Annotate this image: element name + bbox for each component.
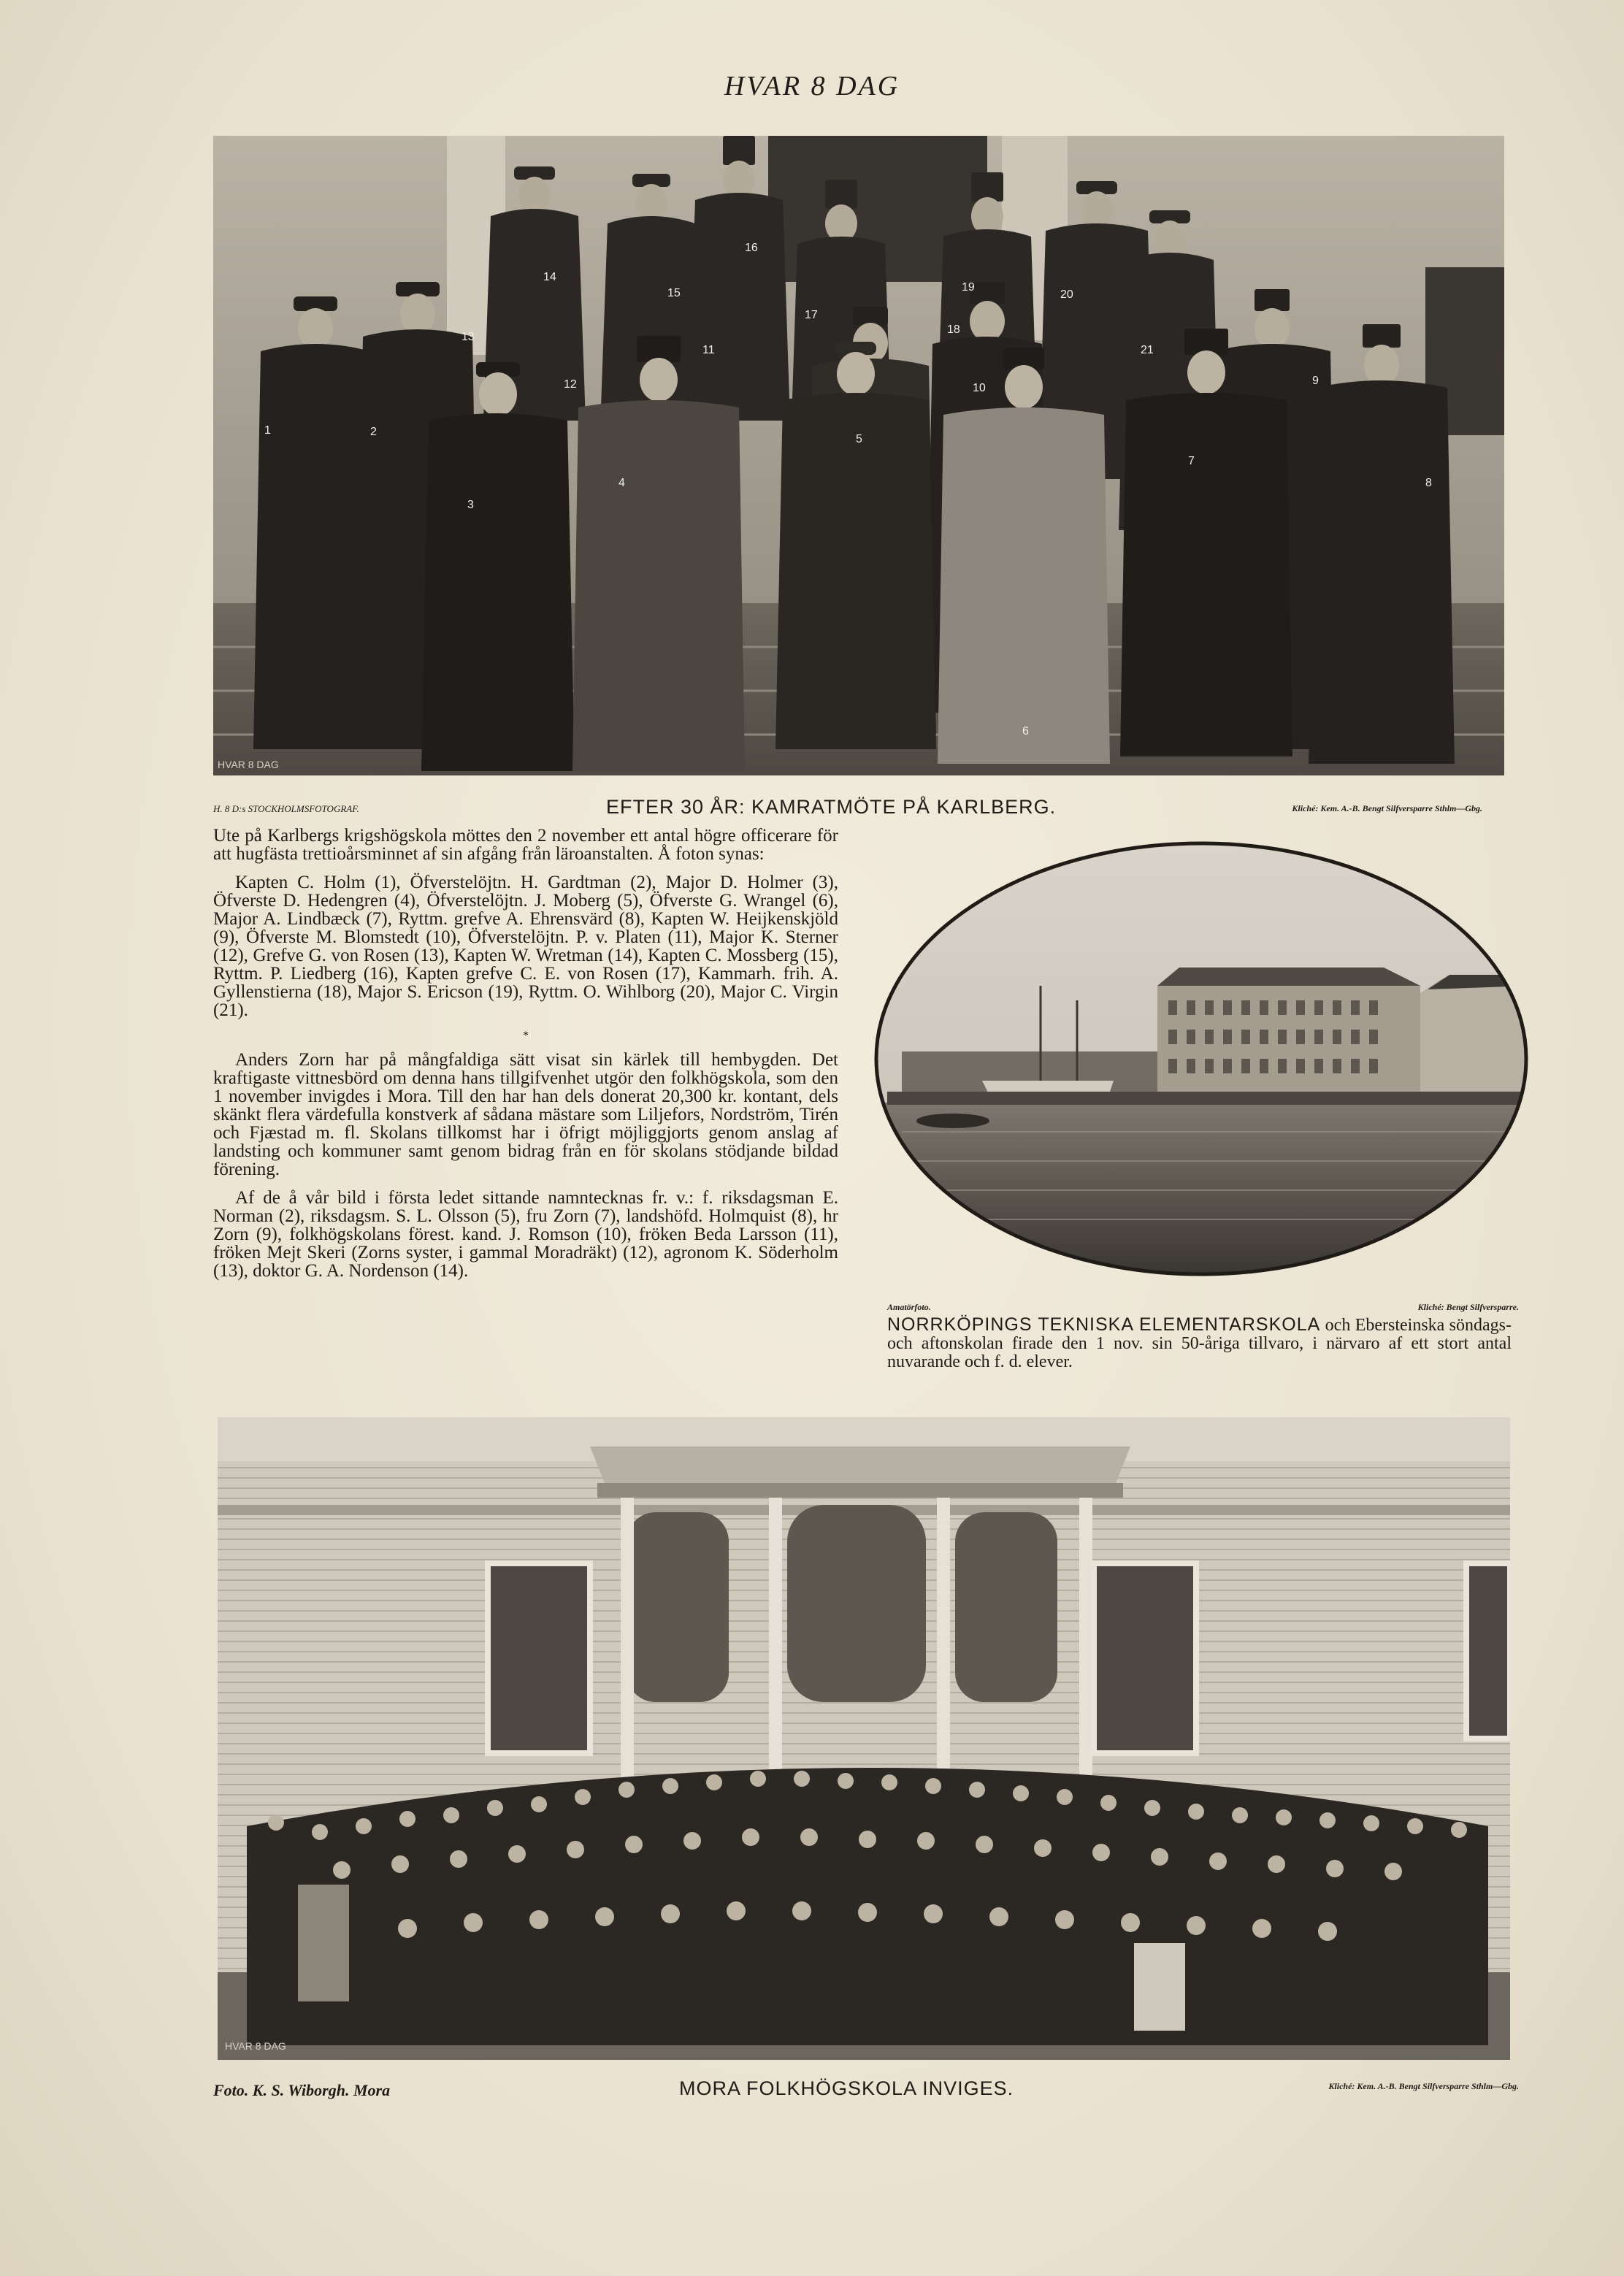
karlberg-photo-title: EFTER 30 ÅR: KAMRATMÖTE PÅ KARLBERG. (606, 796, 1057, 818)
figure-number: 18 (947, 323, 960, 336)
figure-number: 3 (467, 499, 474, 511)
karlberg-photo-credit: H. 8 D:s STOCKHOLMSFOTOGRAF. (213, 803, 359, 814)
figure-number: 1 (264, 424, 271, 437)
figure-number: 2 (370, 426, 377, 438)
figure-number: 4 (618, 477, 625, 489)
karlberg-photo-image (213, 136, 1504, 775)
karlberg-photo (213, 136, 1504, 775)
figure-number: 15 (667, 287, 681, 299)
norrkoping-caption (887, 1316, 1512, 1371)
figure-number: 17 (805, 309, 818, 321)
mora-photo-cliche: Kliché: Kem. A.-B. Bengt Silfversparre Sthlm—Gbg. (1328, 2081, 1519, 2091)
norrkoping-photo-credit: Amatörfoto. (887, 1302, 931, 1312)
photo-watermark: HVAR 8 DAG (225, 2040, 286, 2052)
masthead: HVAR 8 DAG (724, 71, 900, 101)
zorn-article: Anders Zorn har på mångfaldiga sätt visat sin kärlek till hembygden. Det kraftigaste vittnesbörd om denna hans tillgifvenhet utgör den folkhögskola, som den 1 november invigdes i Mora. Till den har han dels donerat 20,300 kr. kontant, dels skänkt flera värdefulla konstverk af sådana mästare som Liljefors, Nordström, Tirén och Fjæstad m. fl. Skolans tillkomst har i öfrigt möjliggjorts genom anslag af landsting och kommuner samt genom bidrag från en för skolans stödjande bildad förening. (213, 1050, 838, 1179)
section-separator: * (523, 1030, 529, 1042)
norrkoping-photo-cliche: Kliché: Bengt Silfversparre. (1417, 1302, 1519, 1312)
norrkoping-photo-image (873, 840, 1530, 1278)
figure-number: 8 (1425, 477, 1432, 489)
norrkoping-oval-photo (873, 840, 1530, 1278)
norrkoping-caption-text: och Ebersteinska söndags- och aftonskolan firade den 1 nov. sin 50-åriga tillvaro, i närvaro af ett stort antal nuvarande och f. d. elever. (887, 1316, 1512, 1371)
figure-number: 10 (973, 382, 986, 394)
figure-number: 20 (1060, 288, 1073, 301)
figure-number: 13 (461, 331, 475, 343)
mora-photo-image (218, 1417, 1510, 2060)
figure-number: 6 (1022, 725, 1029, 737)
zorn-names: Af de å vår bild i första ledet sittande namntecknas fr. v.: f. riksdagsman E. Norman (2), riksdagsm. S. L. Olsson (5), fru Zorn (7), landshöfd. Holmquist (8), hr Zorn (9), folkhögskolans förest. kand. J. Romson (10), fröken Beda Larsson (11), fröken Mejt Skeri (Zorns syster, i gammal Moradräkt) (12), agronom K. Söderholm (13), doktor G. A. Nordenson (14). (213, 1188, 838, 1281)
mora-photo (218, 1417, 1510, 2060)
left-text-column (213, 827, 838, 1290)
figure-number: 5 (856, 433, 862, 445)
figure-number: 14 (543, 271, 556, 283)
figure-number: 9 (1312, 375, 1319, 387)
figure-number: 12 (564, 378, 577, 391)
figure-number: 19 (962, 281, 975, 294)
crowd (247, 1768, 1488, 2045)
figure-number: 11 (702, 344, 715, 356)
karlberg-intro: Ute på Karlbergs krigshögskola möttes den 2 november ett antal högre officerare för att hugfästa trettioårsminnet af sin afgång från läroanstalten. Å foton synas: (213, 826, 838, 864)
mora-photo-credit: Foto. K. S. Wiborgh. Mora (213, 2081, 391, 2099)
norrkoping-caption-title: NORRKÖPINGS TEKNISKA ELEMENTARSKOLA (887, 1314, 1321, 1335)
karlberg-names: Kapten C. Holm (1), Öfverstelöjtn. H. Gardtman (2), Major D. Holmer (3), Öfverste D. Hedengren (4), Öfverstelöjtn. J. Moberg (5), Öfverste G. Wrangel (6), Major A. Lindbæck (7), Ryttm. grefve A. Ehrensvärd (8), Kapten W. Heijkenskjöld (9), Öfverste M. Blomstedt (10), Öfverstelöjtn. P. v. Platen (11), Major K. Sterner (12), Grefve G. von Rosen (13), Kapten W. Wretman (14), Kapten C. Mossberg (15), Ryttm. P. Liedberg (16), Kapten grefve C. E. von Rosen (17), Kammarh. frih. A. Gyllenstierna (18), Major S. Ericson (19), Ryttm. O. Wihlborg (20), Major C. Virgin (21). (213, 873, 838, 1020)
figure-number: 21 (1141, 344, 1154, 356)
karlberg-photo-cliche: Kliché: Kem. A.-B. Bengt Silfversparre Sthlm—Gbg. (1292, 803, 1482, 813)
photo-watermark: HVAR 8 DAG (218, 759, 279, 770)
figure-number: 7 (1188, 455, 1195, 467)
mora-photo-title: MORA FOLKHÖGSKOLA INVIGES. (679, 2077, 1014, 2099)
figure-number: 16 (745, 242, 758, 254)
